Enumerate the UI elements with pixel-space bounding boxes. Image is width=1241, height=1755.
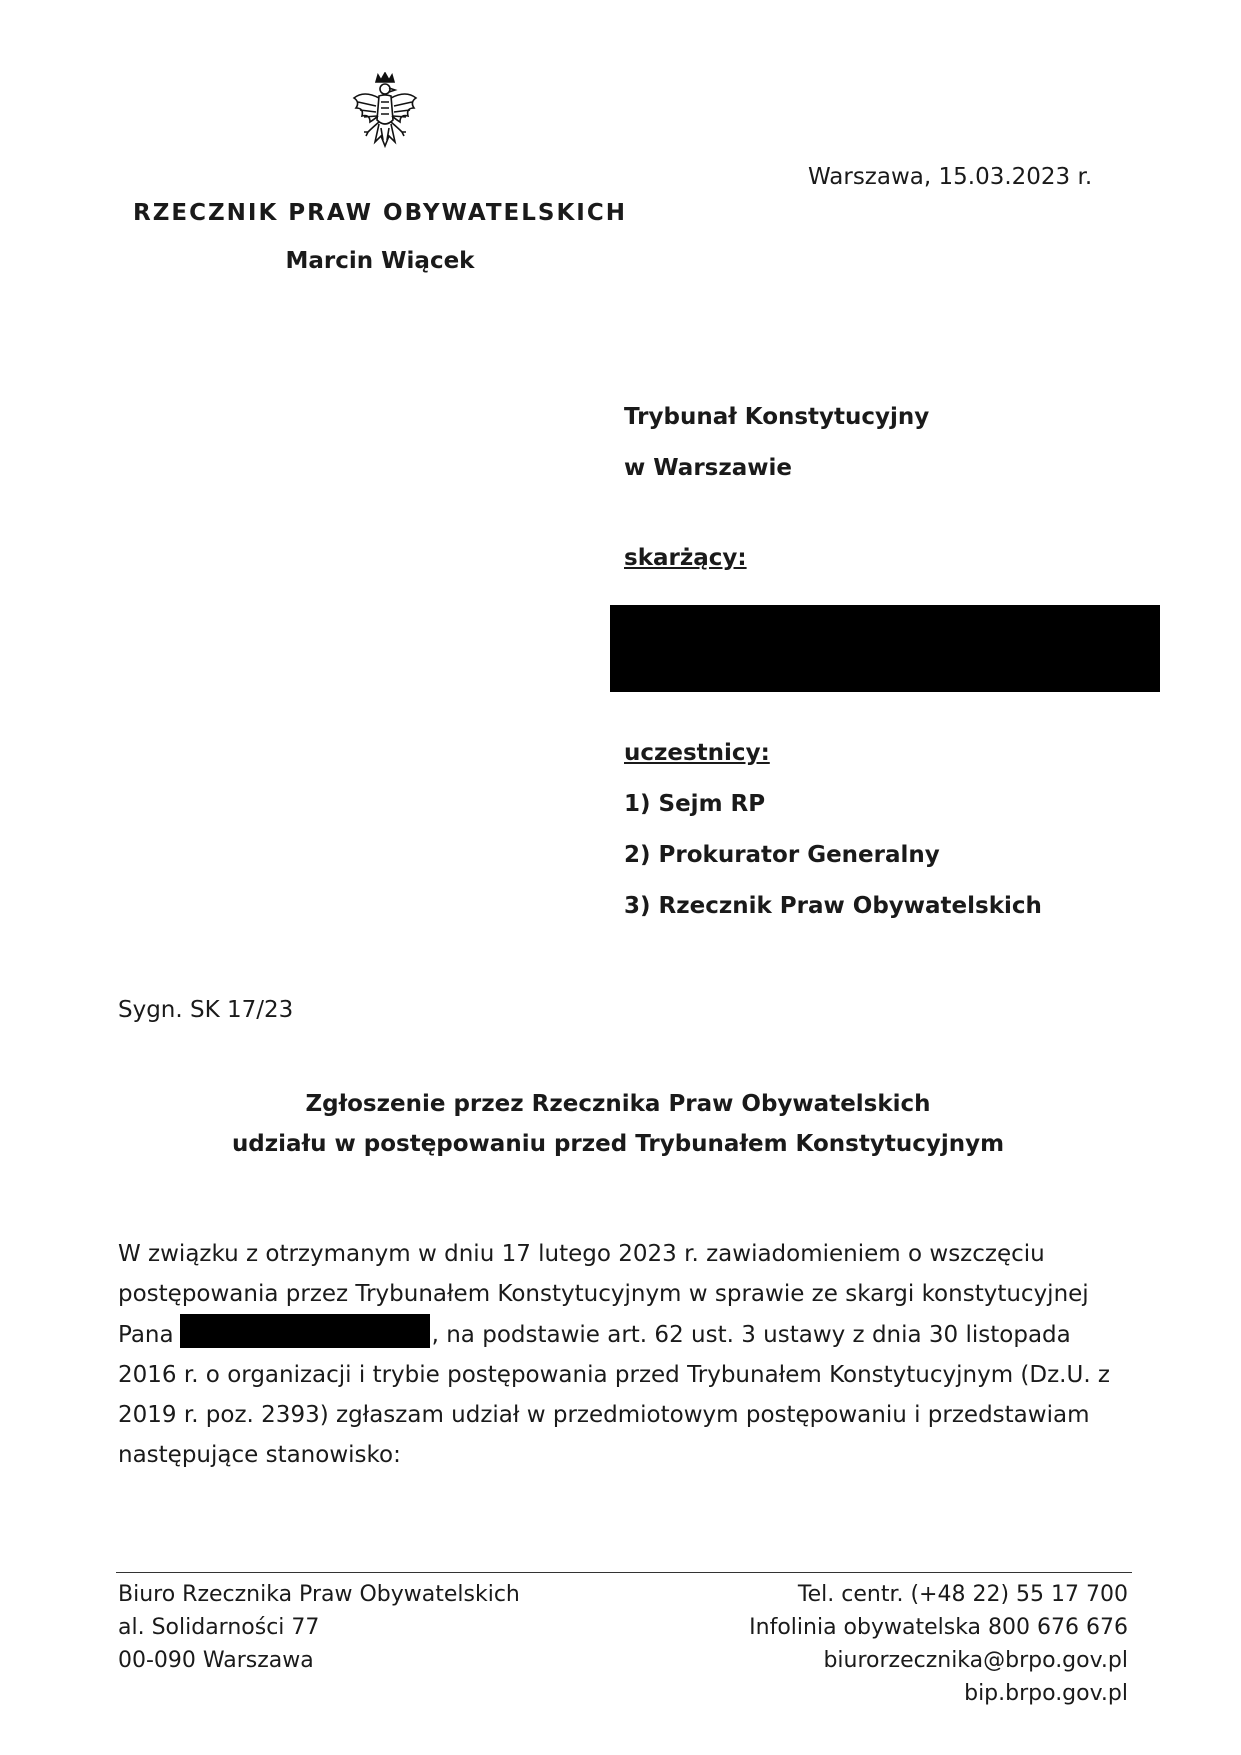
title-line2: udziału w postępowaniu przed Trybunałem Konstytucyjnym <box>231 1131 1005 1157</box>
footer-address-line: Biuro Rzecznika Praw Obywatelskich <box>118 1582 520 1607</box>
title-line1: Zgłoszenie przez Rzecznika Praw Obywatelskich <box>305 1091 931 1117</box>
footer-contact <box>700 1578 1128 1710</box>
polish-eagle-emblem-icon <box>350 72 420 156</box>
body-part1: W związku z otrzymanym w dniu 17 lutego 2023 r. zawiadomieniem o wszczęciu postępowania przez Trybunałem Konstytucyjnym w sprawie ze skargi konstytucyjnej Pana <box>118 1241 1089 1348</box>
document-date: Warszawa, 15.03.2023 r. <box>808 164 1093 190</box>
footer-hotline: Infolinia obywatelska 800 676 676 <box>749 1615 1128 1640</box>
issuer-person: Marcin Wiącek <box>285 248 475 274</box>
participant-item: 1) Sejm RP <box>624 791 766 817</box>
footer-email: biurorzecznika@brpo.gov.pl <box>823 1648 1128 1673</box>
footer-website: bip.brpo.gov.pl <box>964 1681 1128 1706</box>
document-title <box>118 1084 1118 1164</box>
body-part2: , na podstawie art. 62 ust. 3 ustawy z dnia 30 listopada 2016 r. o organizacji i trybie postępowania przed Trybunałem Konstytucyjnym (Dz.U. z 2019 r. poz. 2393) zgłaszam udział w przedmiotowym postępowaniu i przedstawiam następujące stanowisko: <box>118 1322 1111 1468</box>
addressee-line2: w Warszawie <box>624 455 792 481</box>
complainant-label: skarżący: <box>624 545 747 571</box>
redacted-name <box>180 1314 430 1348</box>
participants-label: uczestnicy: <box>624 740 770 766</box>
case-signature: Sygn. SK 17/23 <box>118 997 294 1023</box>
participant-item: 3) Rzecznik Praw Obywatelskich <box>624 893 1042 919</box>
footer-phone: Tel. centr. (+48 22) 55 17 700 <box>797 1582 1128 1607</box>
addressee-line1: Trybunał Konstytucyjny <box>624 404 930 430</box>
footer-address-line: al. Solidarności 77 <box>118 1615 320 1640</box>
footer-address-line: 00-090 Warszawa <box>118 1648 314 1673</box>
footer-divider <box>116 1572 1132 1573</box>
body-paragraph <box>118 1234 1128 1475</box>
participant-item: 2) Prokurator Generalny <box>624 842 940 868</box>
issuer-organization: RZECZNIK PRAW OBYWATELSKICH <box>133 200 627 226</box>
redacted-complainant <box>610 605 1160 692</box>
issuer-block <box>110 200 650 274</box>
footer-address <box>118 1578 520 1677</box>
